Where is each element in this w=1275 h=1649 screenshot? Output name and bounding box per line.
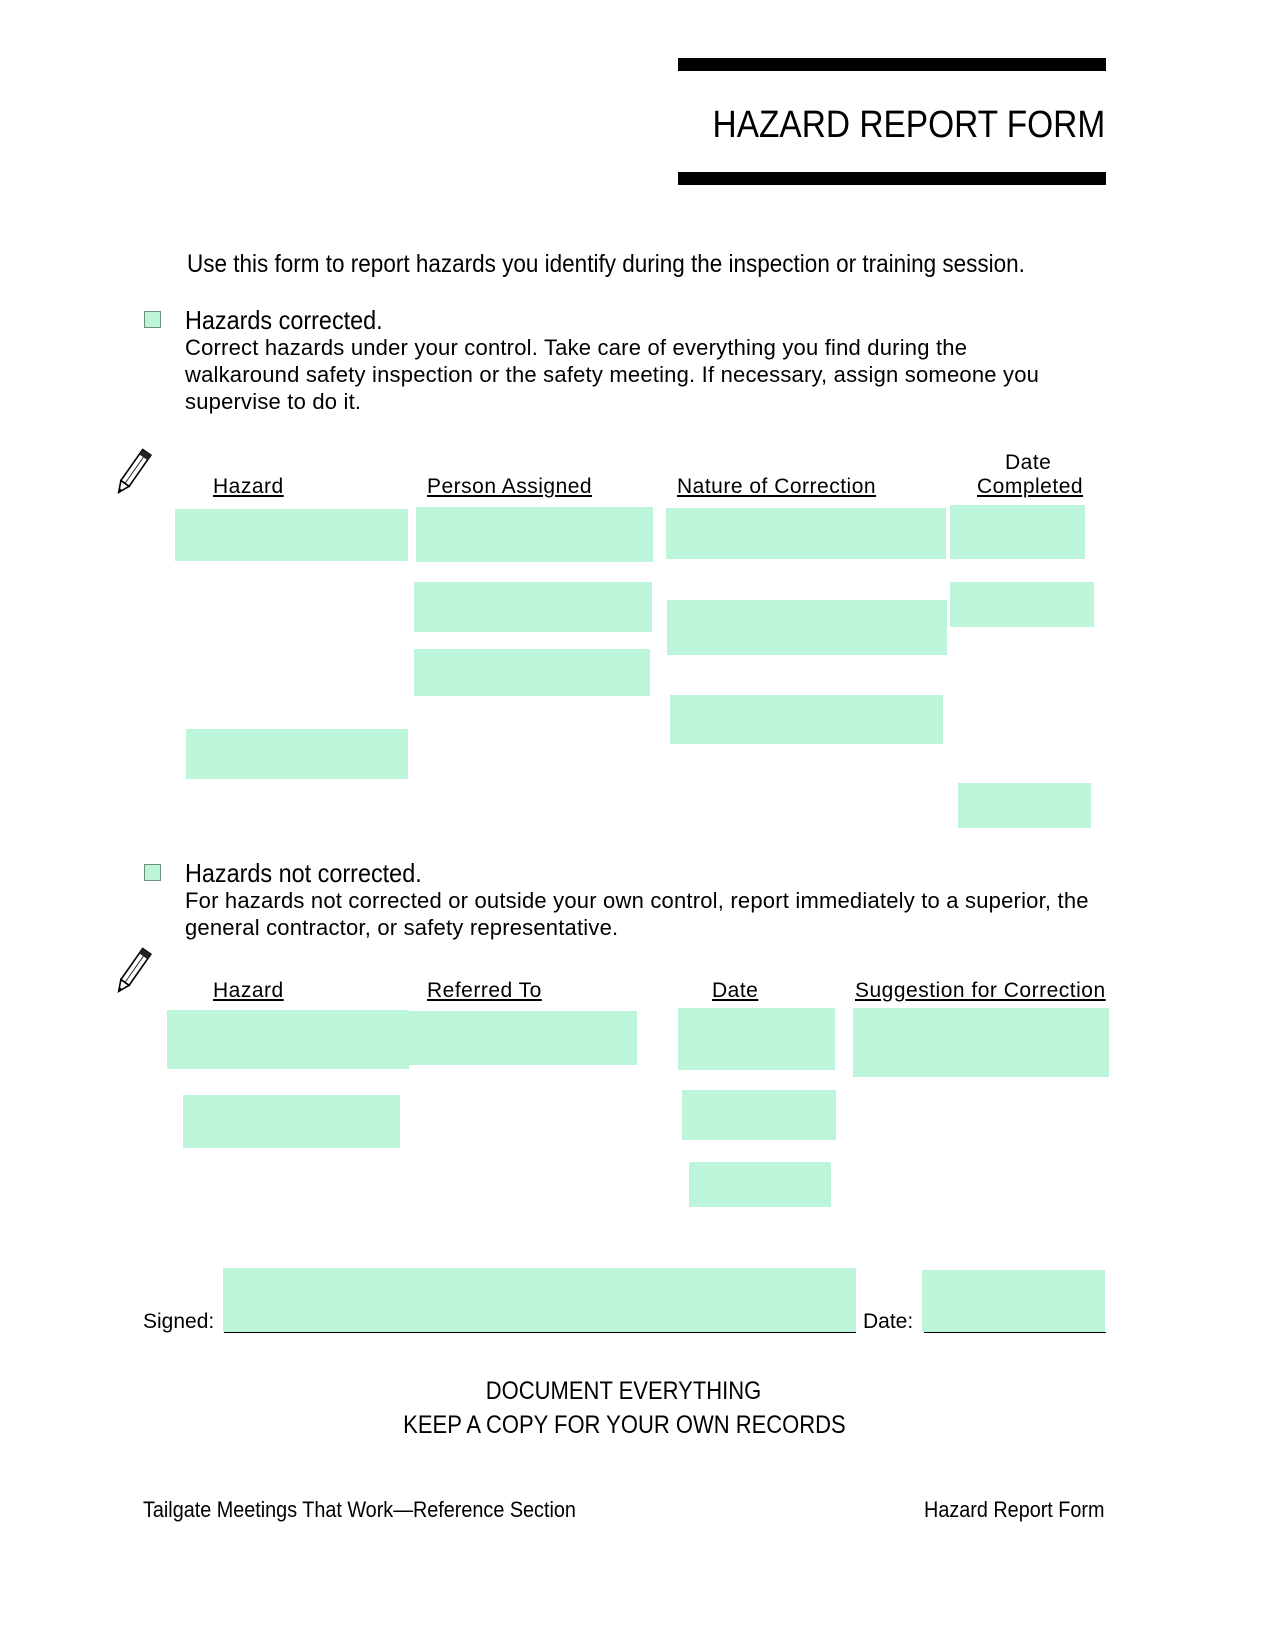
date-completed-field[interactable]: [950, 505, 1085, 559]
hazard-field[interactable]: [183, 1095, 400, 1148]
signature-date-line: [924, 1332, 1106, 1333]
notice-line-1: DOCUMENT EVERYTHING: [486, 1377, 762, 1405]
col-referred-to-header: Referred To: [427, 979, 542, 1002]
hazards-not-corrected-text: For hazards not corrected or outside your own control, report immediately to a superior, the general contractor, or safety representative.: [185, 888, 1089, 940]
date-field[interactable]: [682, 1090, 836, 1140]
col-date-completed-header-line2: Completed: [977, 475, 1084, 498]
nature-of-correction-field[interactable]: [667, 600, 947, 655]
pencil-icon: [112, 943, 154, 999]
hazards-not-corrected-checkbox[interactable]: [144, 864, 161, 881]
signature-field[interactable]: [223, 1268, 856, 1332]
col-hazard-header: Hazard: [213, 979, 284, 1002]
referred-to-field[interactable]: [405, 1011, 637, 1065]
notice-line-2: KEEP A COPY FOR YOUR OWN RECORDS: [402, 1411, 846, 1439]
signature-line: [224, 1332, 856, 1333]
footer-right: Hazard Report Form: [924, 1497, 1105, 1522]
hazards-corrected-heading: Hazards corrected.: [185, 305, 383, 335]
hazard-field[interactable]: [175, 509, 408, 561]
signature-date-field[interactable]: [922, 1270, 1105, 1332]
page-title: HAZARD REPORT FORM: [712, 104, 1105, 146]
title-rule-top: [678, 58, 1106, 71]
nature-of-correction-field[interactable]: [666, 508, 946, 559]
date-label: Date:: [863, 1310, 914, 1333]
hazard-field[interactable]: [167, 1010, 409, 1069]
col-nature-of-correction-header: Nature of Correction: [677, 475, 877, 498]
intro-text: Use this form to report hazards you identify during the inspection or training session.: [187, 250, 1025, 278]
col-date-header: Date: [712, 979, 759, 1002]
signed-label: Signed:: [143, 1310, 215, 1333]
col-person-assigned-header: Person Assigned: [427, 475, 593, 498]
notice: [0, 1374, 1248, 1442]
person-assigned-field[interactable]: [414, 582, 652, 632]
hazards-not-corrected-heading: Hazards not corrected.: [185, 858, 422, 888]
date-completed-field[interactable]: [958, 783, 1091, 828]
pencil-icon: [112, 444, 154, 500]
date-completed-field[interactable]: [950, 582, 1094, 627]
col-hazard-header: Hazard: [213, 475, 284, 498]
hazard-field[interactable]: [186, 729, 408, 779]
title-rule-bottom: [678, 172, 1106, 185]
person-assigned-field[interactable]: [416, 507, 653, 562]
date-field[interactable]: [678, 1008, 835, 1070]
suggestion-for-correction-field[interactable]: [853, 1008, 1109, 1077]
date-field[interactable]: [689, 1162, 831, 1207]
hazards-corrected-checkbox[interactable]: [144, 311, 161, 328]
col-suggestion-for-correction-header: Suggestion for Correction: [855, 979, 1106, 1002]
person-assigned-field[interactable]: [414, 649, 650, 696]
footer-left: Tailgate Meetings That Work—Reference Section: [143, 1497, 576, 1522]
nature-of-correction-field[interactable]: [670, 695, 943, 744]
hazards-corrected-text: Correct hazards under your control. Take care of everything you find during the walkaround safety inspection or the safety meeting. If necessary, assign someone you supervise to do it.: [185, 335, 1040, 414]
col-date-completed-header-line1: Date: [1005, 451, 1052, 474]
